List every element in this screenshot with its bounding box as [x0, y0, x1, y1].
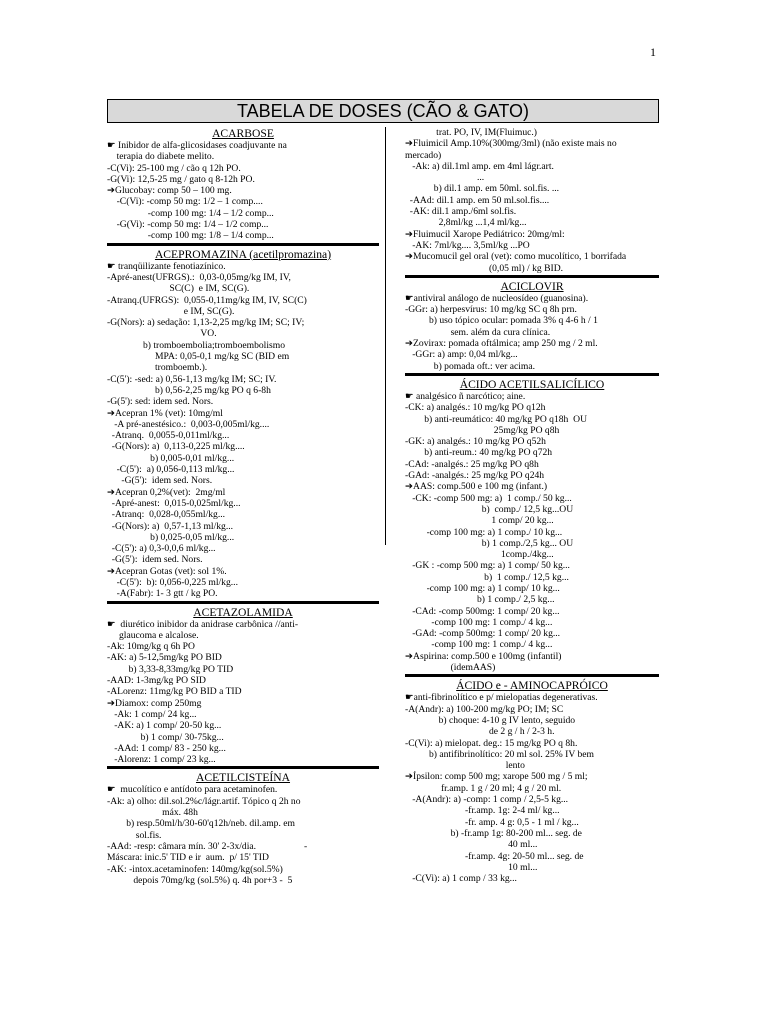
text-line: 25mg/kg PO q8h: [405, 424, 560, 436]
right-column: [405, 127, 659, 884]
text-line: (idemAAS): [405, 662, 496, 674]
text-line: -Apré-anest: 0,015-0,025ml/kg...: [107, 497, 241, 509]
text-line: (0,05 ml) / kg BID.: [405, 262, 564, 274]
section-divider: [107, 766, 379, 769]
text-line: -AAd: -resp: câmara mín. 30' 2-3x/dia. -: [107, 840, 308, 852]
text-line: ☛ analgésico ñ narcótico; aine.: [405, 390, 526, 402]
text-line: ➔Fluimicil Amp.10%(300mg/3ml) (não existe mais no: [405, 138, 617, 150]
text-line: b) tromboembolia;tromboembolismo: [107, 339, 285, 351]
text-line: fr.amp. 1 g / 20 ml; 4 g / 20 ml.: [405, 782, 562, 794]
section-heading: ACETILCISTEÍNA: [195, 771, 291, 785]
text-line: -Alorenz: 1 comp/ 23 kg...: [107, 754, 216, 766]
text-line: ➔Diamox: comp 250mg: [107, 697, 202, 709]
text-line: b) 0,025-0,05 ml/kg...: [107, 531, 235, 543]
text-line: tromboemb.).: [107, 362, 208, 374]
text-line: -G(Vi): 12,5-25 mg / gato q 8-12h PO.: [107, 173, 255, 185]
text-line: -AK: 7ml/kg.... 3,5ml/kg ...PO: [405, 239, 530, 251]
text-line: -A(Fabr): 1- 3 gtt / kg PO.: [107, 588, 218, 600]
text-line: 10 ml...: [405, 861, 538, 873]
section-divider: [405, 275, 659, 278]
text-line: 1comp./4kg...: [405, 549, 554, 561]
text-line: -GGr: a) herpesvírus: 10 mg/kg SC q 8h prn.: [405, 304, 577, 316]
section-divider: [405, 373, 659, 376]
text-line: de 2 g / h / 2-3 h.: [405, 726, 555, 738]
text-line: b) 1 comp./2,5 kg... OU: [405, 537, 574, 549]
text-line: -Atranq: 0,028-0,055ml/kg...: [107, 509, 226, 521]
column-divider: [385, 127, 386, 545]
text-line: ➔Fluimucil Xarope Pediátrico: 20mg/ml:: [405, 228, 565, 240]
text-line: ➔Ípsilon: comp 500 mg; xarope 500 mg / 5 ml;: [405, 771, 588, 783]
text-line: -C(5'): b): 0,056-0,225 ml/kg...: [107, 576, 238, 588]
text-line: sem. além da cura clínica.: [405, 326, 551, 338]
text-line: sol.fis.: [107, 829, 162, 841]
section-heading: ACEPROMAZINA (acetilpromazina): [154, 247, 332, 261]
text-line: -comp 100 mg: 1/4 – 1/2 comp...: [107, 207, 274, 219]
section-divider: [107, 601, 379, 604]
text-line: lento: [405, 760, 525, 772]
text-line: -G(5'): idem sed. Nors.: [107, 475, 213, 487]
text-line: -fr.amp. 1g: 2-4 ml/ kg...: [405, 805, 560, 817]
section-heading: ACICLOVIR: [500, 279, 564, 293]
text-line: ➔Acepran Gotas (vet): sol 1%.: [107, 565, 227, 577]
text-line: -Ak: a) olho: dil.sol.2%c/lágr.artif. Tópico q 2h no: [107, 795, 301, 807]
text-line: b) 1 comp/ 30-75kg...: [107, 731, 224, 743]
text-line: -G(Nors): a) sedação: 1,13-2,25 mg/kg IM; SC; IV;: [107, 317, 305, 329]
text-line: -A pré-anestésico.: 0,003-0,005ml/kg....: [107, 418, 270, 430]
text-line: ☛anti-fibrinolítico e p/ mielopatias degenerativas.: [405, 692, 598, 704]
text-line: -C(5'): a) 0,3-0,0,6 ml/kg...: [107, 543, 216, 555]
text-line: 2,8ml/kg ...1,4 ml/kg...: [405, 217, 527, 229]
text-line: -fr. amp. 4 g: 0,5 - 1 ml / kg...: [405, 816, 579, 828]
text-line: b) anti-reum.: 40 mg/kg PO q72h: [405, 447, 553, 459]
text-line: b) choque: 4-10 g IV lento, seguido: [405, 714, 576, 726]
text-line: b) resp.50ml/h/30-60'q12h/neb. dil.amp. em: [107, 818, 295, 830]
section-heading: ÁCIDO ACETILSALICÍLICO: [459, 377, 605, 391]
text-line: b) 3,33-8,33mg/kg PO TID: [107, 663, 234, 675]
text-line: -Ak: 10mg/kg q 6h PO: [107, 641, 195, 653]
text-line: terapia do diabete melito.: [107, 151, 215, 163]
text-line: b) 0,56-2,25 mg/kg PO q 6-8h: [107, 384, 271, 396]
text-line: -Ak: 1 comp/ 24 kg...: [107, 708, 197, 720]
text-line: mercado): [405, 149, 442, 161]
text-line: ☛ mucolítico e antídoto para acetaminofen.: [107, 784, 278, 796]
text-line: 1 comp/ 20 kg...: [405, 515, 554, 527]
text-line: b) 0,005-0,01 ml/kg...: [107, 452, 235, 464]
text-line: b) antifibrinolítico: 20 ml sol. 25% IV bem: [405, 748, 595, 760]
text-line: trat. PO, IV, IM(Fluimuc.): [405, 127, 537, 138]
page-title: TABELA DE DOSES (CÃO & GATO): [107, 99, 659, 123]
text-line: depois 70mg/kg (sol.5%) q. 4h por+3 - 5: [107, 874, 293, 886]
text-line: ➔Acepran 1% (vet): 10mg/ml: [107, 407, 223, 419]
text-line: -AK: a) 5-12,5mg/kg PO BID: [107, 652, 222, 664]
text-line: -AK: -intox.acetaminofen: 140mg/kg(sol.5%): [107, 863, 283, 875]
text-line: -Atranq.(UFRGS): 0,055-0,11mg/kg IM, IV, SC(C): [107, 294, 307, 306]
text-line: -AAD: 1-3mg/kg PO SID: [107, 675, 206, 687]
text-line: ☛ Inibidor de alfa-glicosidases coadjuvante na: [107, 140, 287, 151]
text-line: b) anti-reumático: 40 mg/kg PO q18h OU: [405, 413, 587, 425]
text-line: -G(5'): sed: idem sed. Nors.: [107, 396, 214, 408]
text-line: -CK: -comp 500 mg: a) 1 comp./ 50 kg...: [405, 492, 572, 504]
text-line: -ALorenz: 11mg/kg PO BID a TID: [107, 686, 242, 698]
text-line: -G(Nors): a) 0,57-1,13 ml/kg...: [107, 520, 234, 532]
text-line: ➔Acepran 0,2%(vet): 2mg/ml: [107, 486, 226, 498]
text-line: -G(Nors): a) 0,113-0,225 ml/kg....: [107, 441, 245, 453]
text-line: -comp 100 mg: 1/8 – 1/4 comp...: [107, 230, 274, 242]
text-line: b) dil.1 amp. em 50ml. sol.fis. ...: [405, 183, 560, 195]
text-line: -C(Vi): a) mielopat. deg.: 15 mg/kg PO q 8h.: [405, 737, 578, 749]
text-line: MPA: 0,05-0,1 mg/kg SC (BID em: [107, 351, 290, 363]
left-column: [107, 127, 379, 886]
text-line: -fr.amp. 4g: 20-50 ml... seg. de: [405, 850, 584, 862]
text-line: -G(5'): idem sed. Nors.: [107, 554, 203, 566]
page-number: 1: [650, 45, 656, 59]
text-line: -CK: a) analgés.: 10 mg/kg PO q12h: [405, 402, 546, 414]
text-line: b) 1 comp./ 12,5 kg...: [405, 571, 569, 583]
text-line: b) comp./ 12,5 kg...OU: [405, 503, 574, 515]
text-line: -C(5'): -sed: a) 0,56-1,13 mg/kg IM; SC; IV.: [107, 373, 277, 385]
text-line: máx. 48h: [107, 807, 198, 819]
text-line: -C(5'): a) 0,056-0,113 ml/kg...: [107, 464, 235, 476]
text-line: -AK: dil.1 amp./6ml sol.fis.: [405, 206, 517, 218]
text-line: -GAd: -analgés.: 25 mg/kg PO q24h: [405, 470, 545, 482]
section-heading: ACARBOSE: [212, 127, 274, 140]
text-line: -GK: a) analgés.: 10 mg/kg PO q52h: [405, 436, 546, 448]
text-line: b) -fr.amp 1g: 80-200 ml... seg. de: [405, 827, 582, 839]
text-line: ➔AAS: comp.500 e 100 mg (infant.): [405, 481, 548, 493]
text-line: -A(Andr): a) 100-200 mg/kg PO; IM; SC: [405, 703, 564, 715]
text-line: -GK : -comp 500 mg: a) 1 comp/ 50 kg...: [405, 560, 570, 572]
text-line: -GGr: a) amp: 0,04 ml/kg...: [405, 349, 518, 361]
text-line: glaucoma e alcalose.: [107, 629, 199, 641]
text-line: -Apré-anest(UFRGS).: 0,03-0,05mg/kg IM, IV,: [107, 271, 291, 283]
text-line: -CAd: -analgés.: 25 mg/kg PO q8h: [405, 458, 539, 470]
text-line: -comp 100 mg: a) 1 comp/ 10 kg...: [405, 582, 560, 594]
text-line: ☛ diurético inibidor da anidrase carbônica //anti-: [107, 618, 299, 630]
text-line: -G(Vi): -comp 50 mg: 1/4 – 1/2 comp...: [107, 219, 269, 231]
text-line: b) uso tópico ocular: pomada 3% q 4-6 h / 1: [405, 315, 598, 327]
text-line: SC(C) e IM, SC(G).: [107, 283, 250, 295]
text-line: -C(Vi): 25-100 mg / cão q 12h PO.: [107, 162, 241, 174]
text-line: -comp 100 mg: 1 comp./ 4 kg...: [405, 616, 553, 628]
text-line: -AAd: dil.1 amp. em 50 ml.sol.fis....: [405, 194, 550, 206]
text-line: 40 ml...: [405, 839, 538, 851]
text-line: -Ak: a) dil.1ml amp. em 4ml lágr.art.: [405, 160, 554, 172]
text-line: -comp 100 mg: 1 comp./ 4 kg...: [405, 639, 553, 651]
text-line: ☛ tranqüilizante fenotiazínico.: [107, 260, 226, 272]
text-line: Máscara: inic.5' TID e ir aum. p/ 15' TID: [107, 852, 269, 864]
text-line: -GAd: -comp 500mg: 1 comp/ 20 kg...: [405, 628, 561, 640]
section-divider: [107, 243, 379, 246]
text-line: -AAd: 1 comp/ 83 - 250 kg...: [107, 742, 226, 754]
text-line: -comp 100 mg: a) 1 comp./ 10 kg...: [405, 526, 563, 538]
text-line: VO.: [107, 328, 217, 340]
text-line: -A(Andr): a) -comp: 1 comp / 2,5-5 kg...: [405, 794, 569, 806]
text-line: ...: [405, 172, 485, 184]
text-line: -C(Vi): a) 1 comp / 33 kg...: [405, 873, 517, 885]
section-divider: [405, 674, 659, 677]
text-line: e IM, SC(G).: [107, 305, 235, 317]
section-heading: ACETAZOLAMIDA: [193, 605, 293, 619]
text-line: ➔Glucobay: comp 50 – 100 mg.: [107, 185, 232, 197]
section-heading: ÁCIDO e - AMINOCAPRÓICO: [456, 679, 608, 693]
text-line: -CAd: -comp 500mg: 1 comp/ 20 kg...: [405, 605, 560, 617]
text-line: -Atranq. 0,0055-0,011ml/kg...: [107, 430, 230, 442]
text-line: ➔Mucomucil gel oral (vet): como mucolítico, 1 borrifada: [405, 251, 627, 263]
text-line: -AK: a) 1 comp/ 20-50 kg...: [107, 720, 222, 732]
text-line: ➔Aspirina: comp.500 e 100mg (infantil): [405, 650, 562, 662]
text-line: ➔Zovirax: pomada oftálmica; amp 250 mg / 2 ml.: [405, 338, 598, 350]
text-line: b) pomada oft.: ver acima.: [405, 360, 536, 372]
text-line: -C(Vi): -comp 50 mg: 1/2 – 1 comp....: [107, 196, 263, 208]
text-line: ☛antiviral análogo de nucleosídeo (guanosina).: [405, 292, 589, 304]
text-line: b) 1 comp./ 2,5 kg...: [405, 594, 555, 606]
